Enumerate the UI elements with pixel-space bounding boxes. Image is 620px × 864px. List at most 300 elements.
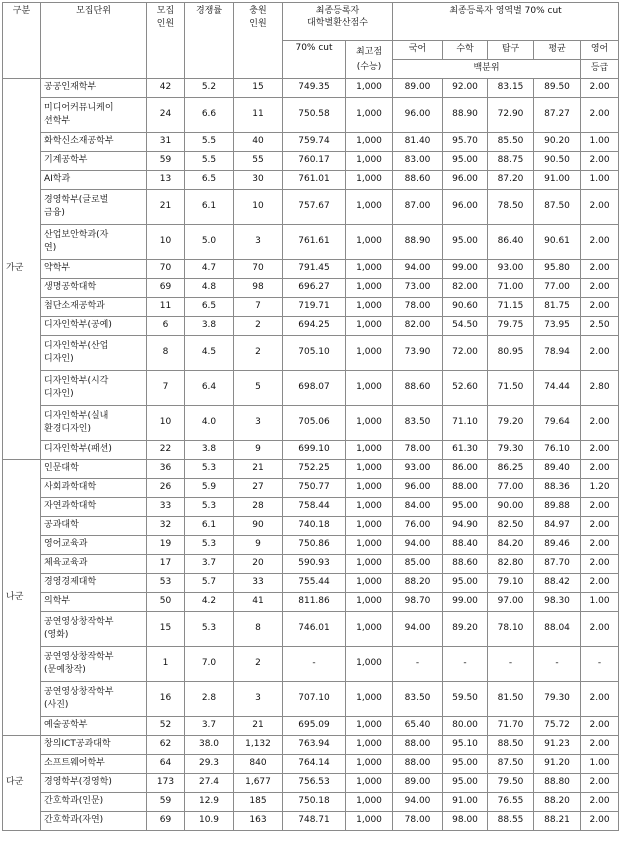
inquiry-cell: 79.20 <box>488 406 534 441</box>
cut-70-cell: 746.01 <box>283 612 346 647</box>
header-row-1 <box>3 3 619 41</box>
korean-cell: 94.00 <box>393 260 443 279</box>
quota-cell: 32 <box>147 517 185 536</box>
math-cell: 89.20 <box>443 612 488 647</box>
quota-cell: 10 <box>147 225 185 260</box>
english-cell: 2.00 <box>581 793 619 812</box>
english-cell: 2.00 <box>581 612 619 647</box>
cut-70-cell: 755.44 <box>283 574 346 593</box>
average-cell: 78.94 <box>534 336 581 371</box>
average-cell: 88.36 <box>534 479 581 498</box>
average-cell: 87.27 <box>534 98 581 133</box>
english-cell: 1.20 <box>581 479 619 498</box>
inquiry-cell: 79.75 <box>488 317 534 336</box>
max-score-cell: 1,000 <box>346 536 393 555</box>
average-cell: 91.00 <box>534 171 581 190</box>
header-grade: 등급 <box>581 60 619 79</box>
extra-cell: 2 <box>234 317 283 336</box>
math-cell: 86.00 <box>443 460 488 479</box>
average-cell: 88.80 <box>534 774 581 793</box>
math-cell: 54.50 <box>443 317 488 336</box>
cut-70-cell: 749.35 <box>283 79 346 98</box>
quota-cell: 13 <box>147 171 185 190</box>
inquiry-cell: 71.00 <box>488 279 534 298</box>
math-cell: 88.40 <box>443 536 488 555</box>
inquiry-cell: - <box>488 647 534 682</box>
average-cell: 91.20 <box>534 755 581 774</box>
quota-cell: 69 <box>147 279 185 298</box>
table-row <box>3 279 619 298</box>
cut-70-cell: 695.09 <box>283 717 346 736</box>
inquiry-cell: 81.50 <box>488 682 534 717</box>
english-cell: 2.00 <box>581 574 619 593</box>
korean-cell: 88.00 <box>393 755 443 774</box>
cut-70-cell: 759.74 <box>283 133 346 152</box>
inquiry-cell: 82.80 <box>488 555 534 574</box>
average-cell: 90.50 <box>534 152 581 171</box>
korean-cell: 87.00 <box>393 190 443 225</box>
quota-cell: 69 <box>147 812 185 831</box>
max-score-cell: 1,000 <box>346 371 393 406</box>
ratio-cell: 5.5 <box>185 152 234 171</box>
ratio-cell: 6.1 <box>185 190 234 225</box>
table-row <box>3 225 619 260</box>
cut-70-cell: 750.77 <box>283 479 346 498</box>
unit-name-cell: AI학과 <box>41 171 147 190</box>
cut-70-cell: 705.06 <box>283 406 346 441</box>
quota-cell: 50 <box>147 593 185 612</box>
english-cell: 1.00 <box>581 133 619 152</box>
ratio-cell: 10.9 <box>185 812 234 831</box>
extra-cell: 40 <box>234 133 283 152</box>
english-cell: 2.00 <box>581 682 619 717</box>
table-row <box>3 260 619 279</box>
cut-70-cell: 750.58 <box>283 98 346 133</box>
korean-cell: 83.50 <box>393 682 443 717</box>
inquiry-cell: 87.20 <box>488 171 534 190</box>
quota-cell: 11 <box>147 298 185 317</box>
unit-name-cell: 생명공학대학 <box>41 279 147 298</box>
extra-cell: 3 <box>234 682 283 717</box>
extra-cell: 21 <box>234 460 283 479</box>
table-row <box>3 736 619 755</box>
inquiry-cell: 79.10 <box>488 574 534 593</box>
quota-cell: 6 <box>147 317 185 336</box>
max-score-cell: 1,000 <box>346 647 393 682</box>
korean-cell: 89.00 <box>393 79 443 98</box>
unit-name-cell: 디자인학부(시각 디자인) <box>41 371 147 406</box>
average-cell: 87.50 <box>534 190 581 225</box>
english-cell: 2.00 <box>581 79 619 98</box>
cut-70-cell: 719.71 <box>283 298 346 317</box>
extra-cell: 2 <box>234 647 283 682</box>
english-cell: - <box>581 647 619 682</box>
english-cell: 2.00 <box>581 406 619 441</box>
korean-cell: 98.70 <box>393 593 443 612</box>
math-cell: 88.00 <box>443 479 488 498</box>
math-cell: 80.00 <box>443 717 488 736</box>
header-max-score: 최고점 (수능) <box>346 41 393 79</box>
quota-cell: 16 <box>147 682 185 717</box>
inquiry-cell: 88.55 <box>488 812 534 831</box>
max-score-cell: 1,000 <box>346 555 393 574</box>
math-cell: 94.90 <box>443 517 488 536</box>
inquiry-cell: 88.50 <box>488 736 534 755</box>
max-score-cell: 1,000 <box>346 755 393 774</box>
ratio-cell: 5.3 <box>185 612 234 647</box>
table-row <box>3 755 619 774</box>
header-korean: 국어 <box>393 41 443 60</box>
korean-cell: 82.00 <box>393 317 443 336</box>
table-row <box>3 98 619 133</box>
unit-name-cell: 경영학부(경영학) <box>41 774 147 793</box>
quota-cell: 31 <box>147 133 185 152</box>
extra-cell: 9 <box>234 441 283 460</box>
unit-name-cell: 디자인학부(공예) <box>41 317 147 336</box>
extra-cell: 28 <box>234 498 283 517</box>
inquiry-cell: 71.50 <box>488 371 534 406</box>
average-cell: 81.75 <box>534 298 581 317</box>
inquiry-cell: 85.50 <box>488 133 534 152</box>
cut-70-cell: 698.07 <box>283 371 346 406</box>
english-cell: 2.00 <box>581 736 619 755</box>
max-score-cell: 1,000 <box>346 441 393 460</box>
korean-cell: 94.00 <box>393 793 443 812</box>
quota-cell: 22 <box>147 441 185 460</box>
cut-70-cell: 761.61 <box>283 225 346 260</box>
korean-cell: 96.00 <box>393 479 443 498</box>
average-cell: 88.04 <box>534 612 581 647</box>
cut-70-cell: 740.18 <box>283 517 346 536</box>
table-row <box>3 812 619 831</box>
ratio-cell: 6.6 <box>185 98 234 133</box>
extra-cell: 8 <box>234 612 283 647</box>
inquiry-cell: 78.50 <box>488 190 534 225</box>
extra-cell: 1,132 <box>234 736 283 755</box>
ratio-cell: 4.7 <box>185 260 234 279</box>
ratio-cell: 29.3 <box>185 755 234 774</box>
ratio-cell: 5.9 <box>185 479 234 498</box>
header-ratio: 경쟁률 <box>185 3 234 79</box>
max-score-cell: 1,000 <box>346 98 393 133</box>
table-row <box>3 460 619 479</box>
math-cell: 95.00 <box>443 574 488 593</box>
table-row <box>3 593 619 612</box>
math-cell: 95.00 <box>443 755 488 774</box>
table-row <box>3 190 619 225</box>
ratio-cell: 12.9 <box>185 793 234 812</box>
korean-cell: 81.40 <box>393 133 443 152</box>
unit-name-cell: 체육교육과 <box>41 555 147 574</box>
korean-cell: 88.60 <box>393 171 443 190</box>
header-inquiry: 탐구 <box>488 41 534 60</box>
table-row <box>3 152 619 171</box>
average-cell: 98.30 <box>534 593 581 612</box>
table-row <box>3 517 619 536</box>
inquiry-cell: 77.00 <box>488 479 534 498</box>
cut-70-cell: 705.10 <box>283 336 346 371</box>
quota-cell: 15 <box>147 612 185 647</box>
korean-cell: 96.00 <box>393 98 443 133</box>
english-cell: 2.00 <box>581 225 619 260</box>
table-body <box>3 3 619 831</box>
table-row <box>3 406 619 441</box>
korean-cell: 93.00 <box>393 460 443 479</box>
english-cell: 2.00 <box>581 460 619 479</box>
cut-70-cell: 764.14 <box>283 755 346 774</box>
max-score-cell: 1,000 <box>346 317 393 336</box>
english-cell: 2.80 <box>581 371 619 406</box>
table-row <box>3 536 619 555</box>
korean-cell: 73.00 <box>393 279 443 298</box>
max-score-cell: 1,000 <box>346 460 393 479</box>
english-cell: 2.00 <box>581 717 619 736</box>
max-score-cell: 1,000 <box>346 190 393 225</box>
ratio-cell: 5.0 <box>185 225 234 260</box>
english-cell: 1.00 <box>581 593 619 612</box>
korean-cell: 78.00 <box>393 812 443 831</box>
average-cell: 88.21 <box>534 812 581 831</box>
inquiry-cell: 93.00 <box>488 260 534 279</box>
korean-cell: 88.60 <box>393 371 443 406</box>
group-label: 나군 <box>3 460 41 736</box>
extra-cell: 10 <box>234 190 283 225</box>
english-cell: 2.00 <box>581 555 619 574</box>
ratio-cell: 38.0 <box>185 736 234 755</box>
cut-70-cell: 761.01 <box>283 171 346 190</box>
korean-cell: 83.50 <box>393 406 443 441</box>
ratio-cell: 4.2 <box>185 593 234 612</box>
english-cell: 2.00 <box>581 336 619 371</box>
inquiry-cell: 80.95 <box>488 336 534 371</box>
extra-cell: 9 <box>234 536 283 555</box>
unit-name-cell: 예술공학부 <box>41 717 147 736</box>
max-score-cell: 1,000 <box>346 260 393 279</box>
unit-name-cell: 경영학부(글로벌 금융) <box>41 190 147 225</box>
cut-70-cell: 757.67 <box>283 190 346 225</box>
quota-cell: 19 <box>147 536 185 555</box>
group-label: 다군 <box>3 736 41 831</box>
cut-70-cell: 699.10 <box>283 441 346 460</box>
admission-results-table <box>2 2 619 831</box>
cut-70-cell: 791.45 <box>283 260 346 279</box>
extra-cell: 7 <box>234 298 283 317</box>
quota-cell: 21 <box>147 190 185 225</box>
korean-cell: 78.00 <box>393 441 443 460</box>
unit-name-cell: 산업보안학과(자 연) <box>41 225 147 260</box>
ratio-cell: 5.3 <box>185 460 234 479</box>
unit-name-cell: 화학신소재공학부 <box>41 133 147 152</box>
english-cell: 2.00 <box>581 536 619 555</box>
table-row <box>3 479 619 498</box>
english-cell: 2.00 <box>581 441 619 460</box>
cut-70-cell: 696.27 <box>283 279 346 298</box>
max-score-cell: 1,000 <box>346 406 393 441</box>
quota-cell: 26 <box>147 479 185 498</box>
inquiry-cell: 71.70 <box>488 717 534 736</box>
table-row <box>3 336 619 371</box>
unit-name-cell: 창의ICT공과대학 <box>41 736 147 755</box>
unit-name-cell: 간호학과(자연) <box>41 812 147 831</box>
unit-name-cell: 공공인재학부 <box>41 79 147 98</box>
cut-70-cell: 748.71 <box>283 812 346 831</box>
max-score-cell: 1,000 <box>346 717 393 736</box>
average-cell: 84.97 <box>534 517 581 536</box>
math-cell: 88.90 <box>443 98 488 133</box>
ratio-cell: 3.7 <box>185 717 234 736</box>
quota-cell: 7 <box>147 371 185 406</box>
english-cell: 1.00 <box>581 171 619 190</box>
average-cell: 88.42 <box>534 574 581 593</box>
extra-cell: 840 <box>234 755 283 774</box>
inquiry-cell: 79.30 <box>488 441 534 460</box>
table-row <box>3 317 619 336</box>
ratio-cell: 3.8 <box>185 317 234 336</box>
quota-cell: 173 <box>147 774 185 793</box>
average-cell: 79.64 <box>534 406 581 441</box>
math-cell: 61.30 <box>443 441 488 460</box>
math-cell: 99.00 <box>443 260 488 279</box>
unit-name-cell: 자연과학대학 <box>41 498 147 517</box>
max-score-cell: 1,000 <box>346 736 393 755</box>
math-cell: 96.00 <box>443 171 488 190</box>
quota-cell: 36 <box>147 460 185 479</box>
table-row <box>3 774 619 793</box>
inquiry-cell: 76.55 <box>488 793 534 812</box>
extra-cell: 20 <box>234 555 283 574</box>
english-cell: 2.00 <box>581 260 619 279</box>
max-score-cell: 1,000 <box>346 298 393 317</box>
quota-cell: 52 <box>147 717 185 736</box>
extra-cell: 11 <box>234 98 283 133</box>
table-row <box>3 298 619 317</box>
max-score-cell: 1,000 <box>346 479 393 498</box>
extra-cell: 15 <box>234 79 283 98</box>
quota-cell: 62 <box>147 736 185 755</box>
average-cell: 95.80 <box>534 260 581 279</box>
english-cell: 2.00 <box>581 98 619 133</box>
unit-name-cell: 디자인학부(실내 환경디자인) <box>41 406 147 441</box>
ratio-cell: 5.7 <box>185 574 234 593</box>
average-cell: 88.20 <box>534 793 581 812</box>
quota-cell: 8 <box>147 336 185 371</box>
extra-cell: 1,677 <box>234 774 283 793</box>
cut-70-cell: 694.25 <box>283 317 346 336</box>
ratio-cell: 7.0 <box>185 647 234 682</box>
table-row <box>3 793 619 812</box>
extra-cell: 5 <box>234 371 283 406</box>
math-cell: 71.10 <box>443 406 488 441</box>
header-average: 평균 <box>534 41 581 60</box>
unit-name-cell: 영어교육과 <box>41 536 147 555</box>
average-cell: 75.72 <box>534 717 581 736</box>
average-cell: - <box>534 647 581 682</box>
max-score-cell: 1,000 <box>346 682 393 717</box>
inquiry-cell: 78.10 <box>488 612 534 647</box>
math-cell: 52.60 <box>443 371 488 406</box>
average-cell: 89.88 <box>534 498 581 517</box>
table-row <box>3 612 619 647</box>
average-cell: 73.95 <box>534 317 581 336</box>
korean-cell: 94.00 <box>393 612 443 647</box>
cut-70-cell: 763.94 <box>283 736 346 755</box>
cut-70-cell: 811.86 <box>283 593 346 612</box>
table-row <box>3 574 619 593</box>
quota-cell: 42 <box>147 79 185 98</box>
header-extra: 충원 인원 <box>234 3 283 79</box>
unit-name-cell: 디자인학부(패션) <box>41 441 147 460</box>
math-cell: 72.00 <box>443 336 488 371</box>
extra-cell: 55 <box>234 152 283 171</box>
inquiry-cell: 71.15 <box>488 298 534 317</box>
ratio-cell: 6.1 <box>185 517 234 536</box>
unit-name-cell: 디자인학부(산업 디자인) <box>41 336 147 371</box>
average-cell: 89.50 <box>534 79 581 98</box>
inquiry-cell: 86.40 <box>488 225 534 260</box>
max-score-cell: 1,000 <box>346 774 393 793</box>
header-final-score: 최종등록자 대학별환산점수 <box>283 3 393 41</box>
header-quota: 모집 인원 <box>147 3 185 79</box>
ratio-cell: 2.8 <box>185 682 234 717</box>
extra-cell: 3 <box>234 406 283 441</box>
max-score-cell: 1,000 <box>346 133 393 152</box>
ratio-cell: 4.8 <box>185 279 234 298</box>
average-cell: 76.10 <box>534 441 581 460</box>
table-row <box>3 371 619 406</box>
quota-cell: 24 <box>147 98 185 133</box>
korean-cell: 88.90 <box>393 225 443 260</box>
ratio-cell: 5.3 <box>185 498 234 517</box>
math-cell: 90.60 <box>443 298 488 317</box>
ratio-cell: 6.5 <box>185 171 234 190</box>
extra-cell: 2 <box>234 336 283 371</box>
header-english: 영어 <box>581 41 619 60</box>
average-cell: 90.61 <box>534 225 581 260</box>
unit-name-cell: 공연영상창작학부 (영화) <box>41 612 147 647</box>
cut-70-cell: 750.18 <box>283 793 346 812</box>
korean-cell: 78.00 <box>393 298 443 317</box>
math-cell: 95.00 <box>443 498 488 517</box>
quota-cell: 59 <box>147 793 185 812</box>
korean-cell: 88.00 <box>393 736 443 755</box>
math-cell: 96.00 <box>443 190 488 225</box>
math-cell: 95.00 <box>443 152 488 171</box>
inquiry-cell: 86.25 <box>488 460 534 479</box>
english-cell: 2.00 <box>581 190 619 225</box>
math-cell: 88.60 <box>443 555 488 574</box>
quota-cell: 10 <box>147 406 185 441</box>
inquiry-cell: 87.50 <box>488 755 534 774</box>
unit-name-cell: 공연영상창작학부 (사진) <box>41 682 147 717</box>
max-score-cell: 1,000 <box>346 225 393 260</box>
inquiry-cell: 90.00 <box>488 498 534 517</box>
unit-name-cell: 첨단소재공학과 <box>41 298 147 317</box>
math-cell: 95.00 <box>443 225 488 260</box>
cut-70-cell: 760.17 <box>283 152 346 171</box>
math-cell: 99.00 <box>443 593 488 612</box>
unit-name-cell: 인문대학 <box>41 460 147 479</box>
ratio-cell: 3.8 <box>185 441 234 460</box>
quota-cell: 33 <box>147 498 185 517</box>
korean-cell: 85.00 <box>393 555 443 574</box>
extra-cell: 33 <box>234 574 283 593</box>
unit-name-cell: 약학부 <box>41 260 147 279</box>
ratio-cell: 27.4 <box>185 774 234 793</box>
english-cell: 2.00 <box>581 812 619 831</box>
extra-cell: 163 <box>234 812 283 831</box>
max-score-cell: 1,000 <box>346 498 393 517</box>
math-cell: 98.00 <box>443 812 488 831</box>
